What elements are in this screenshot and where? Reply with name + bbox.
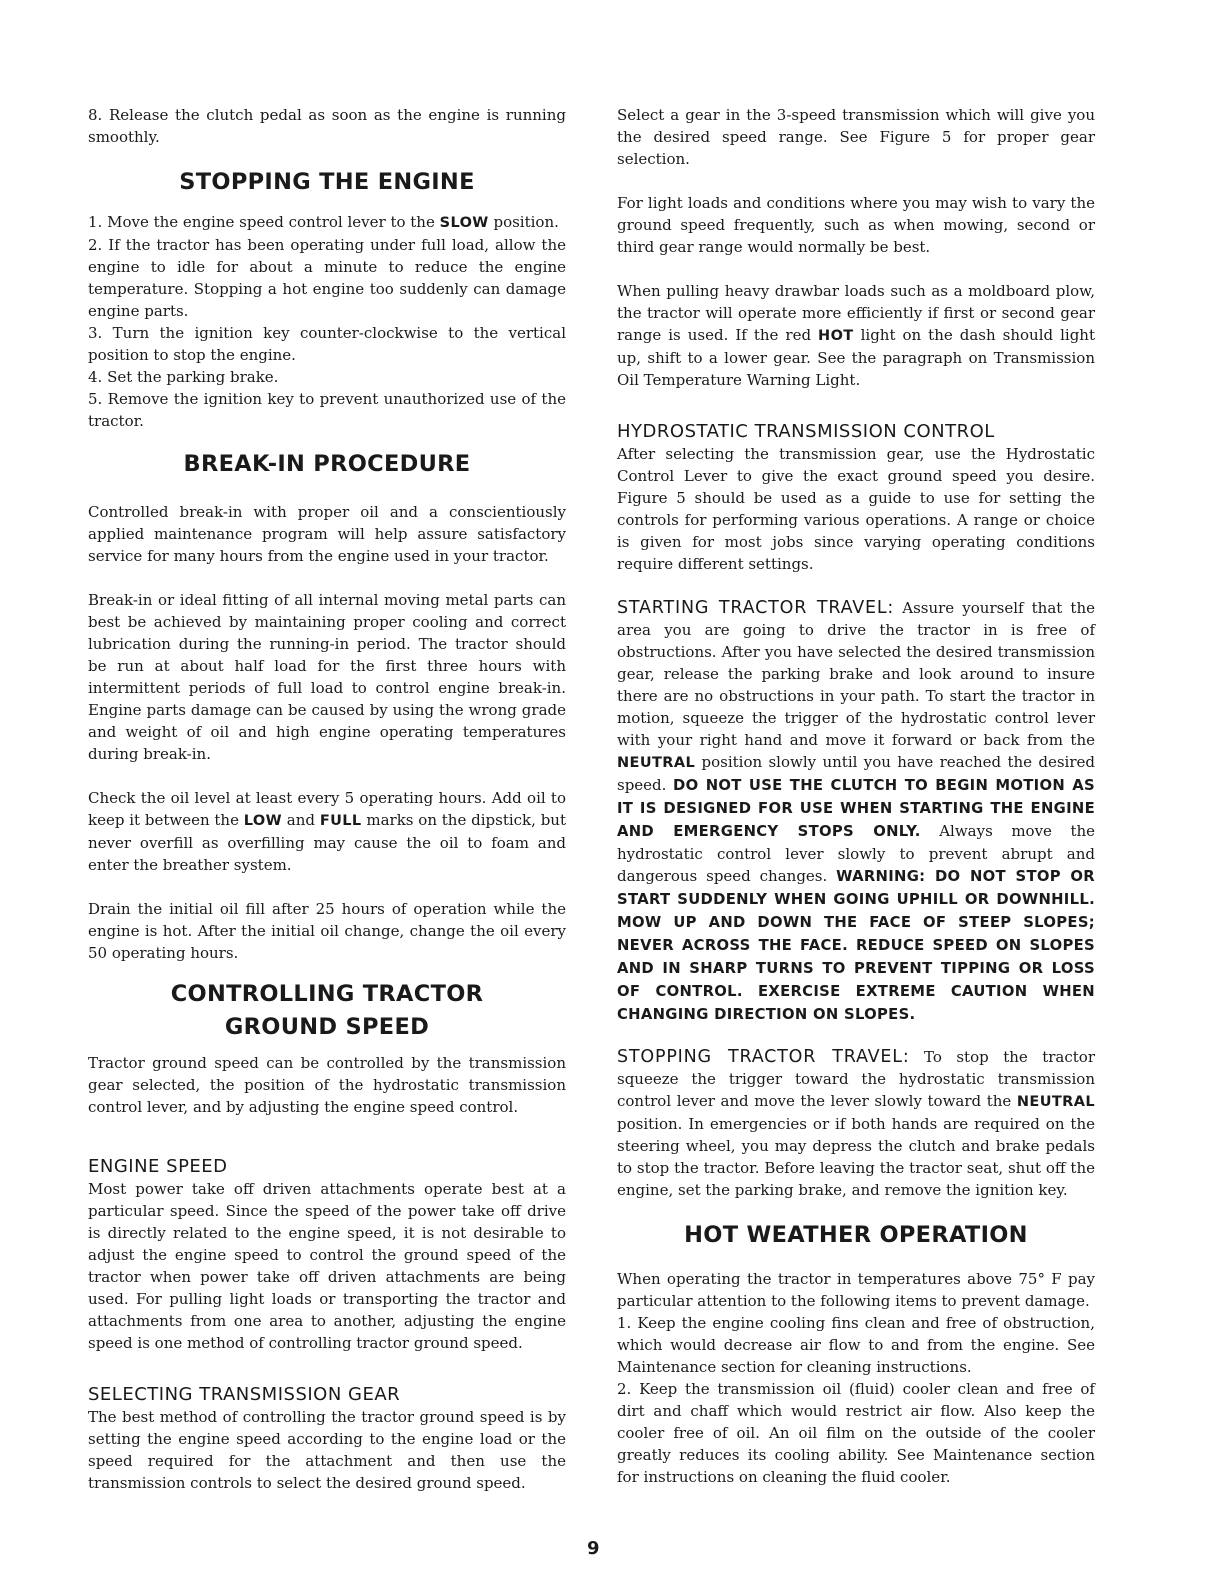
heading-break-in-procedure: BREAK-IN PROCEDURE xyxy=(183,451,471,477)
break-in-paragraph-3: Check the oil level at least every 5 operating hours. Add oil to keep it between the LOW and FULL marks on the dipstick, but never overfill as overfilling may cause the oil to foam and enter the breather system. xyxy=(88,789,566,874)
heading-ground-speed: GROUND SPEED xyxy=(224,1014,430,1040)
stopping-step-3: 3. Turn the ignition key counter-clockwise to the vertical position to stop the engine. xyxy=(88,324,566,364)
hot-weather-paragraph: When operating the tractor in temperatures above 75° F pay particular attention to the following items to prevent damage. xyxy=(617,1270,1095,1310)
heading-hot-weather-operation: HOT WEATHER OPERATION xyxy=(684,1222,1028,1248)
release-clutch-step: 8. Release the clutch pedal as soon as the engine is running smoothly. xyxy=(88,106,566,146)
selecting-gear-paragraph: The best method of controlling the tractor ground speed is by setting the engine speed according to the engine load or the speed required for the attachment and then use the transmission controls to select the desired ground speed. xyxy=(88,1408,566,1492)
hot-weather-item-2: 2. Keep the transmission oil (fluid) cooler clean and free of dirt and chaff which would restrict air flow. Also keep the cooler free of oil. An oil film on the outside of the cooler greatly reduces its cooling ability. See Maintenance section for instructions on cleaning the fluid cooler. xyxy=(617,1380,1095,1486)
heading-hydrostatic-transmission-control: HYDROSTATIC TRANSMISSION CONTROL xyxy=(617,421,995,442)
controlling-paragraph: Tractor ground speed can be controlled by the transmission gear selected, the position of the hydrostatic transmission control lever, and by adjusting the engine speed control. xyxy=(88,1054,566,1116)
break-in-paragraph-2: Break-in or ideal fitting of all internal moving metal parts can best be achieved by maintaining proper cooling and correct lubrication during the running-in period. The tractor should be run at about half load for the first three hours with intermittent periods of full load to control engine break-in. Engine parts damage can be caused by using the wrong grade and weight of oil and high engine operating temperatures during break-in. xyxy=(88,591,566,763)
right-column xyxy=(617,104,1095,1488)
break-in-paragraph-1: Controlled break-in with proper oil and a conscientiously applied maintenance program will help assure satisfactory service for many hours from the engine used in your tractor. xyxy=(88,503,566,565)
break-in-paragraph-4: Drain the initial oil fill after 25 hours of operation while the engine is hot. After the initial oil change, change the oil every 50 operating hours. xyxy=(88,900,566,962)
gear-paragraph-1: Select a gear in the 3-speed transmission which will give you the desired speed range. See Figure 5 for proper gear selection. xyxy=(617,106,1095,168)
page-number: 9 xyxy=(587,1538,600,1559)
heading-starting-tractor-travel: STARTING TRACTOR TRAVEL: xyxy=(617,598,895,618)
starting-tractor-travel-paragraph: STARTING TRACTOR TRAVEL: Assure yourself that the area you are going to drive the tractor in is free of obstructions. After you have selected the desired transmission gear, release the parking brake and look around to insure there are no obstructions in your path. To start the tractor in motion, squeeze the trigger of the hydrostatic control lever with your right hand and move it forward or back from the NEUTRAL position slowly until you have reached the desired speed. DO NOT USE THE CLUTCH TO BEGIN MOTION AS IT IS DESIGNED FOR USE WHEN STARTING THE ENGINE AND EMERGENCY STOPS ONLY. Always move the hydrostatic control lever slowly to prevent abrupt and dangerous speed changes. WARNING: DO NOT STOP OR START SUDDENLY WHEN GOING UPHILL OR DOWNHILL. MOW UP AND DOWN THE FACE OF STEEP SLOPES; NEVER ACROSS THE FACE. REDUCE SPEED ON SLOPES AND IN SHARP TURNS TO PREVENT TIPPING OR LOSS OF CONTROL. EXERCISE EXTREME CAUTION WHEN CHANGING DIRECTION ON SLOPES. xyxy=(617,598,1096,1023)
stopping-steps-list xyxy=(88,211,566,432)
gear-paragraph-3: When pulling heavy drawbar loads such as a moldboard plow, the tractor will operate more efficiently if first or second gear range is used. If the red HOT light on the dash should light up, shift to a lower gear. See the paragraph on Transmission Oil Temperature Warning Light. xyxy=(617,282,1095,389)
heading-stopping-the-engine: STOPPING THE ENGINE xyxy=(179,169,475,195)
left-column xyxy=(88,104,566,1494)
clutch-caution: DO NOT USE THE CLUTCH TO BEGIN MOTION AS IT IS DESIGNED FOR USE WHEN STARTING THE ENGINE AND EMERGENCY STOPS ONLY. xyxy=(617,777,1095,840)
stopping-step-2: 2. If the tractor has been operating under full load, allow the engine to idle for about a minute to reduce the engine temperature. Stopping a hot engine too suddenly can damage engine parts. xyxy=(88,236,566,320)
stopping-step-4: 4. Set the parking brake. xyxy=(88,368,279,386)
slope-warning: WARNING: DO NOT STOP OR START SUDDENLY WHEN GOING UPHILL OR DOWNHILL. MOW UP AND DOWN THE FACE OF STEEP SLOPES; NEVER ACROSS THE FACE. REDUCE SPEED ON SLOPES AND IN SHARP TURNS TO PREVENT TIPPING OR LOSS OF CONTROL. EXERCISE EXTREME CAUTION WHEN CHANGING DIRECTION ON SLOPES. xyxy=(617,868,1095,1023)
heading-selecting-transmission-gear: SELECTING TRANSMISSION GEAR xyxy=(88,1384,401,1405)
hydrostatic-paragraph: After selecting the transmission gear, use the Hydrostatic Control Lever to give the exact ground speed you desire. Figure 5 should be used as a guide to use for setting the controls for performing various operations. A range or choice is given for most jobs since varying operating conditions require different settings. xyxy=(617,445,1095,573)
gear-paragraph-2: For light loads and conditions where you may wish to vary the ground speed frequently, such as when mowing, second or third gear range would normally be best. xyxy=(617,194,1095,256)
stopping-tractor-travel-paragraph: STOPPING TRACTOR TRAVEL: To stop the tractor squeeze the trigger toward the hydrostatic transmission control lever and move the lever slowly toward the NEUTRAL position. In emergencies or if both hands are required on the steering wheel, you may depress the clutch and brake pedals to stop the tractor. Before leaving the tractor seat, shut off the engine, set the parking brake, and remove the ignition key. xyxy=(617,1047,1095,1199)
heading-controlling-tractor: CONTROLLING TRACTOR xyxy=(170,981,484,1007)
hot-weather-item-1: 1. Keep the engine cooling fins clean and free of obstruction, which would decrease air flow to and from the engine. See Maintenance section for cleaning instructions. xyxy=(617,1314,1095,1376)
heading-stopping-tractor-travel: STOPPING TRACTOR TRAVEL: xyxy=(617,1047,910,1067)
stopping-step-5: 5. Remove the ignition key to prevent unauthorized use of the tractor. xyxy=(88,390,566,430)
heading-engine-speed: ENGINE SPEED xyxy=(88,1156,228,1177)
engine-speed-paragraph: Most power take off driven attachments operate best at a particular speed. Since the speed of the power take off drive is directly related to the engine speed, it is not desirable to adjust the engine speed to control the ground speed of the tractor when power take off driven attachments are being used. For pulling light loads or transporting the tractor and attachments from one area to another, adjusting the engine speed is one method of controlling tractor ground speed. xyxy=(88,1180,566,1352)
stopping-step-1: 1. Move the engine speed control lever to the SLOW position. xyxy=(88,213,559,231)
